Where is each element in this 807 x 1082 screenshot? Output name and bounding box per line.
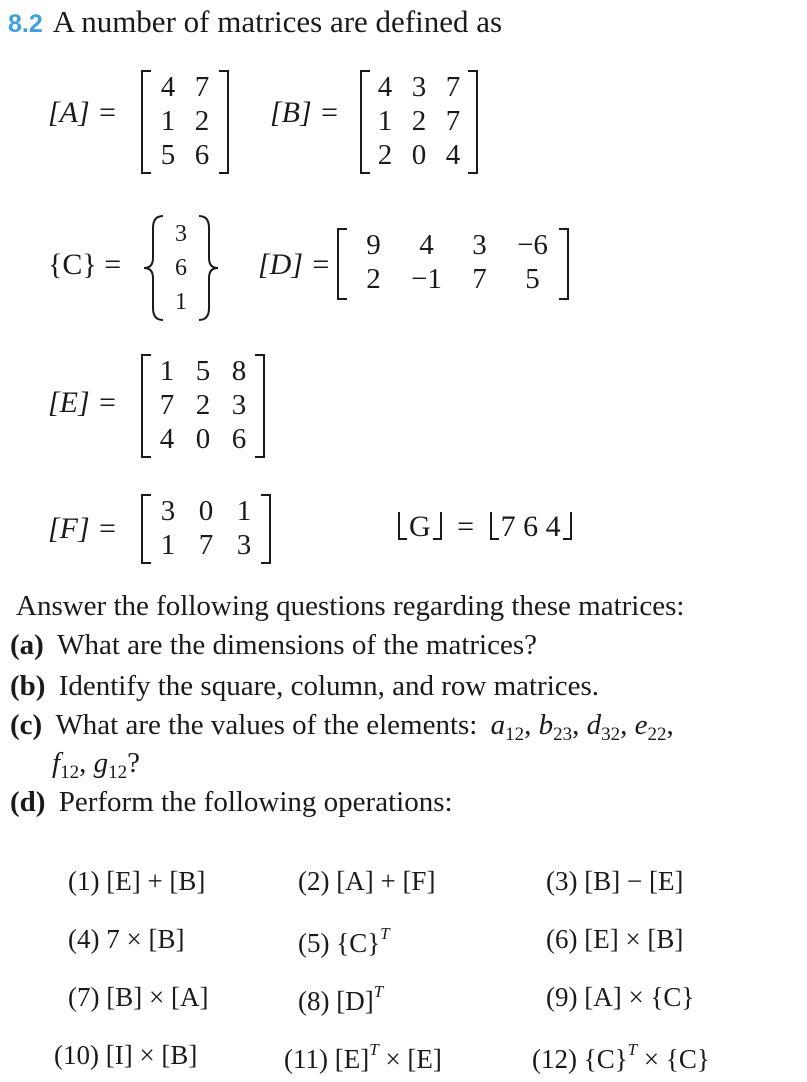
matrix-d-label: [D] = [258, 248, 331, 281]
question-a-text: What are the dimensions of the matrices? [57, 629, 538, 661]
matrix-d-cell: 7 [472, 263, 487, 295]
question-d [10, 786, 453, 819]
matrix-d-cell: 9 [366, 229, 381, 261]
element-b23: $b_{23}$ [538, 709, 573, 745]
matrix-b-grid [360, 70, 478, 172]
question-b [10, 670, 599, 703]
matrix-d-cell: 5 [525, 263, 540, 295]
matrix-d-grid [337, 228, 569, 296]
matrix-a-cell: 7 [194, 71, 210, 103]
vector-g-label: G [409, 510, 431, 543]
operation-8: (8) $[D]^T$ [298, 982, 384, 1016]
question-a [10, 629, 537, 662]
operation-1: (1) [E] + [B] [68, 866, 206, 896]
matrix-d-cell: −1 [411, 263, 442, 295]
operation-12: (12) $\{C\}^T \times \{C\}$ [532, 1040, 710, 1074]
matrix-d-cell: 2 [366, 263, 381, 295]
matrix-c-cell: 6 [175, 255, 187, 281]
matrix-f-cell: 3 [160, 495, 176, 527]
matrix-b-cell: 1 [377, 105, 393, 137]
matrix-b-cell: 7 [445, 105, 461, 137]
element-d32: $d_{32}$ [586, 709, 621, 745]
vector-g-equals: = [457, 510, 475, 543]
vector-c-label: {C} = [48, 248, 122, 281]
question-b-tag: (b) [10, 670, 46, 702]
matrix-b-cell: 0 [411, 139, 427, 171]
question-c: (c) What are the values of the elements: $a_{12}$, $b_{23}$, $d_{32}$, $e_{22}$, [10, 709, 674, 745]
vector-g [398, 510, 572, 544]
operation-5: (5) $\{C\}^T$ [298, 924, 390, 958]
matrix-b-cell: 3 [411, 71, 427, 103]
matrix-a-cell: 1 [160, 105, 176, 137]
operation-9: (9) [A] × {C} [546, 982, 695, 1012]
matrix-a-cell: 2 [194, 105, 210, 137]
operation-6: (6) [E] × [B] [546, 924, 684, 954]
matrix-f [141, 494, 271, 564]
problem-number: 8.2 [8, 10, 43, 38]
matrix-e-cell: 6 [231, 423, 247, 455]
matrix-b [360, 70, 478, 174]
matrix-e-cell: 4 [159, 423, 175, 455]
matrix-c-cell: 1 [175, 289, 187, 315]
matrix-d-cell: 4 [419, 229, 434, 261]
vector-g-values: 7 6 4 [500, 510, 561, 543]
problem-title: A number of matrices are defined as [52, 4, 503, 39]
matrix-b-cell: 4 [377, 71, 393, 103]
question-c-text: What are the values of the elements: [55, 709, 478, 741]
question-d-text: Perform the following operations: [58, 786, 453, 818]
operation-3: (3) [B] − [E] [546, 866, 684, 896]
matrix-f-cell: 0 [198, 495, 214, 527]
matrix-e-cell: 5 [195, 355, 211, 387]
matrix-e-cell: 2 [195, 389, 211, 421]
question-b-text: Identify the square, column, and row matrices. [58, 670, 600, 702]
matrix-f-cell: 1 [236, 495, 252, 527]
vector-c-braces [141, 214, 221, 322]
matrix-f-label: [F] = [48, 512, 118, 545]
matrix-d [337, 228, 569, 300]
matrix-b-cell: 7 [445, 71, 461, 103]
questions-intro: Answer the following questions regarding these matrices: [16, 590, 685, 622]
matrix-d-cell: 3 [472, 229, 487, 261]
question-c-continued: $f_{12}$, $g_{12}$? [52, 747, 140, 783]
matrix-f-cell: 7 [198, 529, 214, 561]
matrix-b-cell: 2 [377, 139, 393, 171]
question-a-tag: (a) [10, 629, 44, 661]
matrix-e-cell: 0 [195, 423, 211, 455]
matrix-f-grid [141, 494, 271, 562]
matrix-f-cell: 3 [236, 529, 252, 561]
operation-10: (10) [I] × [B] [54, 1040, 198, 1070]
matrix-a-cell: 4 [160, 71, 176, 103]
problem-header [8, 4, 502, 40]
element-g12: $g_{12}$ [93, 747, 128, 783]
matrix-c-cell: 3 [175, 221, 187, 247]
operation-7: (7) [B] × [A] [68, 982, 209, 1012]
matrix-f-cell: 1 [160, 529, 176, 561]
matrix-e-cell: 8 [231, 355, 247, 387]
matrix-b-label: [B] = [270, 96, 340, 129]
matrix-e-grid [141, 354, 265, 456]
matrix-a [141, 70, 229, 174]
element-f12: $f_{12}$ [52, 747, 80, 783]
matrix-d-cell: −6 [517, 229, 548, 261]
matrix-e-label: [E] = [48, 386, 118, 419]
operation-2: (2) [A] + [F] [298, 866, 436, 896]
matrix-a-label: [A] = [48, 96, 118, 129]
vector-c [141, 214, 221, 322]
matrix-e [141, 354, 265, 458]
operation-11: (11) $[E]^T \times [E]$ [284, 1040, 442, 1074]
matrix-a-grid [141, 70, 229, 172]
matrix-b-cell: 4 [445, 139, 461, 171]
element-a12: $a_{12}$ [490, 709, 525, 745]
element-e22: $e_{22}$ [634, 709, 667, 745]
matrix-a-cell: 6 [194, 139, 210, 171]
matrix-e-cell: 1 [159, 355, 175, 387]
question-c-tag: (c) [10, 709, 43, 741]
matrix-a-cell: 5 [160, 139, 176, 171]
operation-4: (4) 7 × [B] [68, 924, 185, 954]
matrix-b-cell: 2 [411, 105, 427, 137]
matrix-e-cell: 7 [159, 389, 175, 421]
question-d-tag: (d) [10, 786, 46, 818]
matrix-e-cell: 3 [231, 389, 247, 421]
